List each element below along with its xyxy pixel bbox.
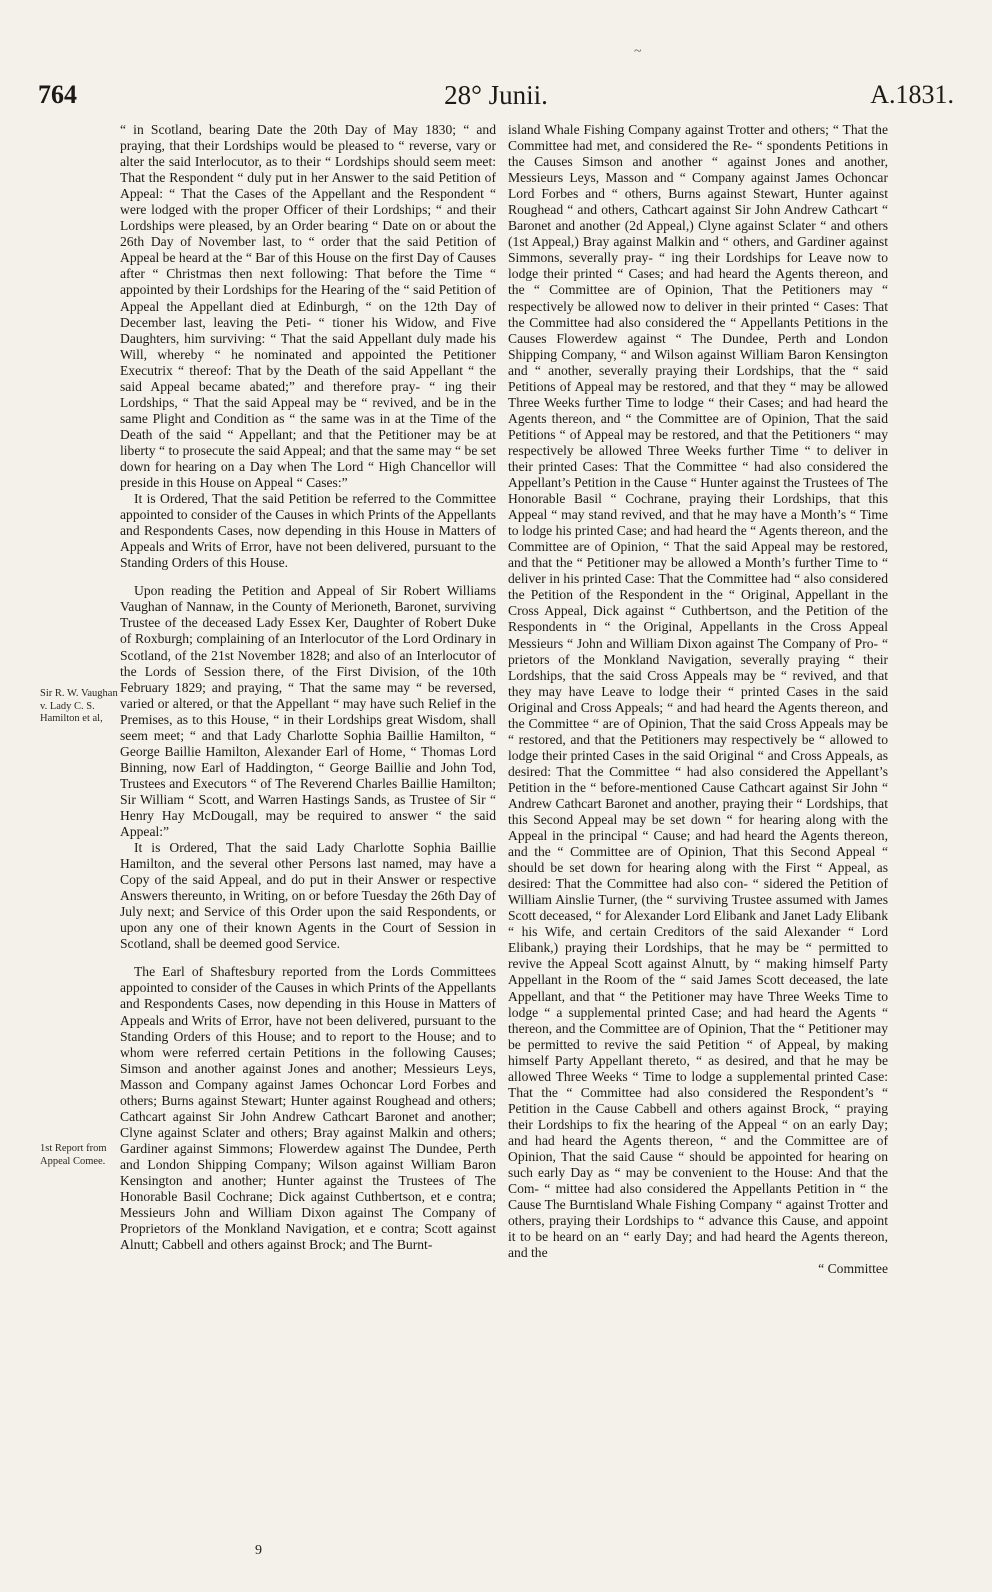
page-header [38,80,954,114]
margin-note-report: 1st Report from Appeal Comee. [40,1143,107,1167]
paragraph: It is Ordered, That the said Petition be referred to the Committee appointed to consider of the Causes in which Prints of the Appellants and Respondents Cases, now depending in this House in Matters of Appeals and Writs of Error, have not been delivered, pursuant to the Standing Orders of this House. [120,491,496,571]
paragraph: Upon reading the Petition and Appeal of Sir Robert Williams Vaughan of Nannaw, in the County of Merioneth, Baronet, surviving Trustee of the deceased Lady Essex Ker, Daughter of Robert Duke of Roxburgh; complaining of an Interlocutor of the Lord Ordinary in Scotland, of the 21st November 1828; and also of an Interlocutor of the Lords of Session there, of the First Division, of the 10th February 1829; and praying, “ That the same may “ be reversed, varied or altered, or that the Appellant “ may have such Relief in the Premises, as to this House, “ in their Lordships great Wisdom, shall seem meet; “ and that Lady Charlotte Sophia Baillie Hamilton, “ George Baillie Hamilton, Alexander Earl of Home, “ Thomas Lord Binning, now Earl of Haddington, “ George Baillie and John Tod, Trustees and Executors “ of The Reverend Charles Baillie Hamilton; Sir William “ Scott, and Warren Hastings Sands, as Trustee of Sir “ Henry Hay McDougall, may be required to answer “ the said Appeal:” [120,583,496,840]
margin-note-vaughan: Sir R. W. Vaughan v. Lady C. S. Hamilton et al, [40,688,118,724]
catchword: “ Committee [818,1261,888,1277]
page-number: 764 [38,80,77,109]
paragraph: It is Ordered, That the said Lady Charlotte Sophia Baillie Hamilton, and the several other Persons last named, may have a Copy of the said Appeal, and do put in their Answer or respective Answers thereunto, in Writing, on or before Tuesday the 26th Day of July next; and Service of this Order upon the said Respondents, or upon any one of their known Agents in the Court of Session in Scotland, shall be deemed good Service. [120,840,496,952]
stray-mark: ~ [634,44,642,59]
page-date: 28° Junii. [444,80,548,110]
page-year: A.1831. [870,80,954,109]
paragraph: “ in Scotland, bearing Date the 20th Day of May 1830; “ and praying, that their Lordships would be pleased to “ reverse, vary or alter the said Interlocutor, as to their “ Lordships should seem meet: That the Respondent “ duly put in her Answer to the said Petition of Appeal: “ That the Cases of the Appellant and the Respondent “ were lodged with the proper Officer of their Lordships; “ and their Lordships were pleased, by an Order bearing “ Date on or about the 26th Day of November last, to “ order that the said Petition of Appeal be heard at the “ Bar of this House on the first Day of Causes after “ Christmas then next following: That before the Time “ appointed by their Lordships for the Hearing of the “ said Petition of Appeal the Appellant died at Edinburgh, “ on the 12th Day of December last, leaving the Peti- “ tioner his Widow, and Five Daughters, him surviving: “ That the said Appellant duly made his Will, whereby “ he nominated and appointed the Petitioner Executrix “ thereof: That by the Death of the said Appellant “ the said Appeal became abated;” and therefore pray- “ ing their Lordships, “ That the said Appeal may be “ revived, and be in the same Plight and Condition as “ the same was in at the Time of the Death of the said “ Appellant; and that the Petitioner may be at liberty “ to prosecute the said Appeal; and that the same may “ be set down for hearing on a Day when The Lord “ High Chancellor will preside in this House on Appeal “ Cases:” [120,122,496,491]
paragraph: island Whale Fishing Company against Trotter and others; “ That the Committee had met, and considered the Re- “ spondents Petitions in the Causes Simson and another “ against Jones and another, Messieurs Leys, Masson and “ Company against James Ochoncar Lord Forbes and “ others, Burns against Stewart, Hunter against Roughead “ and others, Cathcart against Sir John Andrew Cathcart “ Baronet and another (2d Appeal,) Clyne against Sclater “ and others (1st Appeal,) Bray against Malkin and “ others, and Gardiner against Simmons, severally pray- “ ing their Lordships for Leave now to lodge their printed “ Cases; and had heard the Agents thereon, and the “ Committee are of Opinion, That the Petitioners may “ respectively be allowed now to deliver in their printed “ Cases: That the Committee had also considered the “ Appellants Petitions in the Causes Flowerdew against “ The Dundee, Perth and London Shipping Company, “ and Wilson against William Baron Kensington and “ another, severally praying their Lordships, that the “ said Petitions of Appeal may be restored, and that they “ may be allowed Three Weeks further Time to lodge “ their Cases; and had heard the Agents thereon, and “ the Committee are of Opinion, That the said Petitions “ of Appeal may be restored, and that the Petitioners “ may respectively be allowed Three Weeks further Time “ to deliver in their printed Cases: That the Committee “ had also considered the Appellant’s Petition in the Cause “ Hunter against the Trustees of The Honorable Basil “ Cochrane, praying their Lordships, that this Appeal “ may stand revived, and that he may have a Month’s “ Time to lodge his printed Case; and had heard the “ Agents thereon, and the Committee are of Opinion, “ That the said Appeal may be restored, and that the “ Petitioner may be allowed a Month’s further Time to “ deliver in his printed Case: That the Committee had “ also considered the Petition of the Respondent in the “ Original, Appellant in the Cross Appeal, Dick against “ Cuthbertson, and the Petition of the Respondents in “ the Original, Appellants in the Cross Appeal Messieurs “ John and William Dixon against The Company of Pro- “ prietors of the Monkland Navigation, severally praying “ their Lordships, that the said Cross Appeals may be “ revived, and that they may have Leave to lodge their “ printed Cases in the said Original and Cross Appeals; “ and had heard the Agents thereon, and the Committee “ are of Opinion, That the said Cross Appeals may be “ restored, and that the Petitioners may respectively be “ allowed to lodge their printed Cases in the said Original “ and Cross Appeals, as desired: That the Committee “ had also considered the Appellant’s Petition in the “ before-mentioned Cause Cathcart against Sir John “ Andrew Cathcart Baronet and another, praying their “ Lordships, that this Second Appeal may be set down “ for hearing along with the Appeal in the principal “ Cause; and had heard the Agents thereon, and the “ Committee are of Opinion, That this Second Appeal “ should be set down for hearing along with the First “ Appeal, as desired: That the Committee had also con- “ sidered the Petition of William Ainslie Turner, (the “ surviving Trustee assumed with James Scott deceased, “ for Alexander Lord Elibank and Janet Lady Elibank “ his Wife, and certain Creditors of the said Alexander “ Lord Elibank,) praying their Lordships, that he may be “ permitted to revive the Appeal Scott against Alnutt, by “ making himself Party Appellant in the Room of the “ said James Scott deceased, the late Appellant, and that “ the Petitioner may have Three Weeks Time to lodge “ a supplemental printed Case; and had heard the Agents “ thereon, and the Committee are of Opinion, That the “ Petitioner may be permitted to revive the said Petition “ of Appeal, by making himself Party Appellant thereto, “ as desired, and that he may be allowed Three Weeks “ Time to lodge a supplemental printed Case: That the “ Committee had also considered the Respondent’s “ Petition in the Cause Cabbell and others against Brock, “ praying their Lordships to fix the hearing of the Appeal “ on an early Day; and had heard the Agents thereon, “ and the Committee are of Opinion, That the said Cause “ should be appointed for hearing on such early Day as “ may be convenient to the House: And that the Com- “ mittee had also considered the Appellants Petition in “ the Cause The Burntisland Whale Fishing Company “ against Trotter and others, praying their Lordships to “ advance this Cause, and appoint it to be heard on an “ early Day; and had heard the Agents thereon, and the [508,122,888,1261]
right-column [508,122,888,1277]
left-column [120,122,496,1253]
signature-mark: 9 [255,1543,262,1558]
paragraph: The Earl of Shaftesbury reported from the Lords Committees appointed to consider of the Causes in which Prints of the Appellants and Respondents Cases, now depending in this House in Matters of Appeals and Writs of Error, have not been delivered, pursuant to the Standing Orders of this House; and to report to the House; and to whom were referred certain Petitions in the following Causes; Simson and another against Jones and another; Messieurs Leys, Masson and Company against James Ochoncar Lord Forbes and others; Burns against Stewart; Hunter against Roughead and others; Cathcart against Sir John Andrew Cathcart Baronet and another; Clyne against Sclater and others; Bray against Malkin and others; Gardiner against Simmons; Flowerdew against The Dundee, Perth and London Shipping Company; Wilson against William Baron Kensington and another; Hunter against the Trustees of The Honorable Basil Cochrane; Dick against Cuthbertson, et e contra; Messieurs John and William Dixon against The Company of Proprietors of the Monkland Navigation, et e contra; Scott against Alnutt; Cabbell and others against Brock; and The Burnt- [120,964,496,1253]
